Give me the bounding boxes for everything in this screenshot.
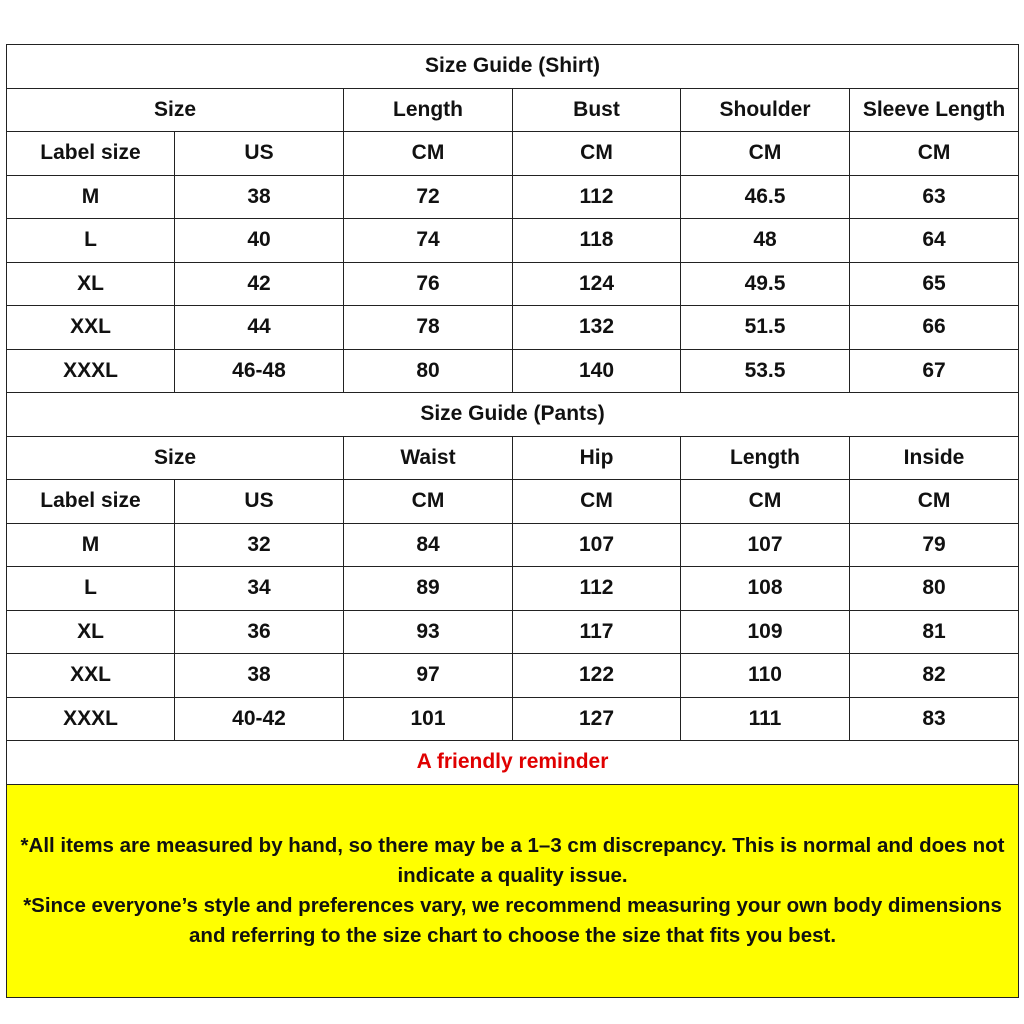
pants-cell: 89	[344, 567, 513, 611]
shirt-column-header: Length	[344, 88, 513, 132]
pants-cell: 84	[344, 523, 513, 567]
shirt-cell: XXXL	[7, 349, 175, 393]
shirt-cell: L	[7, 219, 175, 263]
pants-cell: 97	[344, 654, 513, 698]
pants-table-row	[7, 697, 1019, 741]
pants-subheader-cell: CM	[344, 480, 513, 524]
pants-title-row	[7, 393, 1019, 437]
pants-cell: 34	[175, 567, 344, 611]
pants-cell: 32	[175, 523, 344, 567]
pants-cell: 122	[513, 654, 681, 698]
shirt-cell: 44	[175, 306, 344, 350]
pants-table-row	[7, 567, 1019, 611]
reminder-notes-row	[7, 784, 1019, 997]
shirt-cell: XXL	[7, 306, 175, 350]
shirt-table-row	[7, 349, 1019, 393]
shirt-cell: 65	[850, 262, 1019, 306]
shirt-subheader-cell: CM	[681, 132, 850, 176]
pants-header-row	[7, 436, 1019, 480]
pants-column-header: Waist	[344, 436, 513, 480]
shirt-subheader-row	[7, 132, 1019, 176]
shirt-cell: 67	[850, 349, 1019, 393]
shirt-cell: 74	[344, 219, 513, 263]
pants-cell: 79	[850, 523, 1019, 567]
shirt-subheader-cell: CM	[513, 132, 681, 176]
shirt-cell: 48	[681, 219, 850, 263]
pants-subheader-row	[7, 480, 1019, 524]
pants-cell: 107	[513, 523, 681, 567]
shirt-table-row	[7, 262, 1019, 306]
shirt-cell: 64	[850, 219, 1019, 263]
pants-cell: 83	[850, 697, 1019, 741]
pants-subheader-cell: CM	[513, 480, 681, 524]
pants-column-header: Length	[681, 436, 850, 480]
reminder-title-row	[7, 741, 1019, 785]
shirt-cell: 46.5	[681, 175, 850, 219]
pants-title: Size Guide (Pants)	[7, 393, 1019, 437]
pants-cell: 40-42	[175, 697, 344, 741]
pants-cell: XXXL	[7, 697, 175, 741]
shirt-cell: 38	[175, 175, 344, 219]
shirt-cell: 78	[344, 306, 513, 350]
shirt-cell: XL	[7, 262, 175, 306]
pants-table-row	[7, 523, 1019, 567]
pants-table-row	[7, 654, 1019, 698]
pants-cell: 110	[681, 654, 850, 698]
pants-cell: 111	[681, 697, 850, 741]
reminder-note: *All items are measured by hand, so there may be a 1–3 cm discrepancy. This is normal and does not indicate a quality issue.	[20, 833, 1005, 887]
shirt-cell: 118	[513, 219, 681, 263]
shirt-cell: M	[7, 175, 175, 219]
pants-subheader-cell: Label size	[7, 480, 175, 524]
pants-cell: XL	[7, 610, 175, 654]
shirt-cell: 49.5	[681, 262, 850, 306]
shirt-cell: 72	[344, 175, 513, 219]
shirt-cell: 80	[344, 349, 513, 393]
pants-cell: 80	[850, 567, 1019, 611]
pants-cell: 107	[681, 523, 850, 567]
shirt-cell: 53.5	[681, 349, 850, 393]
shirt-cell: 132	[513, 306, 681, 350]
pants-cell: XXL	[7, 654, 175, 698]
shirt-title: Size Guide (Shirt)	[7, 45, 1019, 89]
shirt-cell: 140	[513, 349, 681, 393]
reminder-title: A friendly reminder	[7, 741, 1019, 785]
shirt-cell: 40	[175, 219, 344, 263]
pants-subheader-cell: US	[175, 480, 344, 524]
shirt-subheader-cell: CM	[850, 132, 1019, 176]
shirt-subheader-cell: US	[175, 132, 344, 176]
size-chart-table	[6, 44, 1019, 998]
pants-cell: 117	[513, 610, 681, 654]
shirt-header-row	[7, 88, 1019, 132]
pants-cell: 81	[850, 610, 1019, 654]
reminder-note: *Since everyone’s style and preferences vary, we recommend measuring your own body dimensions and referring to the size chart to choose the size that fits you best.	[23, 893, 1002, 947]
shirt-table-row	[7, 306, 1019, 350]
shirt-cell: 112	[513, 175, 681, 219]
pants-cell: 112	[513, 567, 681, 611]
pants-cell: 82	[850, 654, 1019, 698]
pants-cell: M	[7, 523, 175, 567]
pants-cell: 109	[681, 610, 850, 654]
shirt-cell: 76	[344, 262, 513, 306]
reminder-notes	[7, 784, 1019, 997]
pants-cell: 108	[681, 567, 850, 611]
pants-cell: L	[7, 567, 175, 611]
shirt-size-header: Size	[7, 88, 344, 132]
pants-cell: 38	[175, 654, 344, 698]
shirt-cell: 63	[850, 175, 1019, 219]
pants-cell: 93	[344, 610, 513, 654]
shirt-subheader-cell: CM	[344, 132, 513, 176]
shirt-cell: 42	[175, 262, 344, 306]
shirt-subheader-cell: Label size	[7, 132, 175, 176]
shirt-cell: 124	[513, 262, 681, 306]
pants-size-header: Size	[7, 436, 344, 480]
pants-cell: 127	[513, 697, 681, 741]
shirt-table-row	[7, 219, 1019, 263]
shirt-table-row	[7, 175, 1019, 219]
shirt-column-header: Shoulder	[681, 88, 850, 132]
shirt-cell: 46-48	[175, 349, 344, 393]
pants-subheader-cell: CM	[850, 480, 1019, 524]
pants-cell: 36	[175, 610, 344, 654]
shirt-cell: 66	[850, 306, 1019, 350]
pants-column-header: Inside	[850, 436, 1019, 480]
shirt-title-row	[7, 45, 1019, 89]
pants-table-row	[7, 610, 1019, 654]
shirt-cell: 51.5	[681, 306, 850, 350]
shirt-column-header: Bust	[513, 88, 681, 132]
pants-subheader-cell: CM	[681, 480, 850, 524]
pants-column-header: Hip	[513, 436, 681, 480]
shirt-column-header: Sleeve Length	[850, 88, 1019, 132]
pants-cell: 101	[344, 697, 513, 741]
